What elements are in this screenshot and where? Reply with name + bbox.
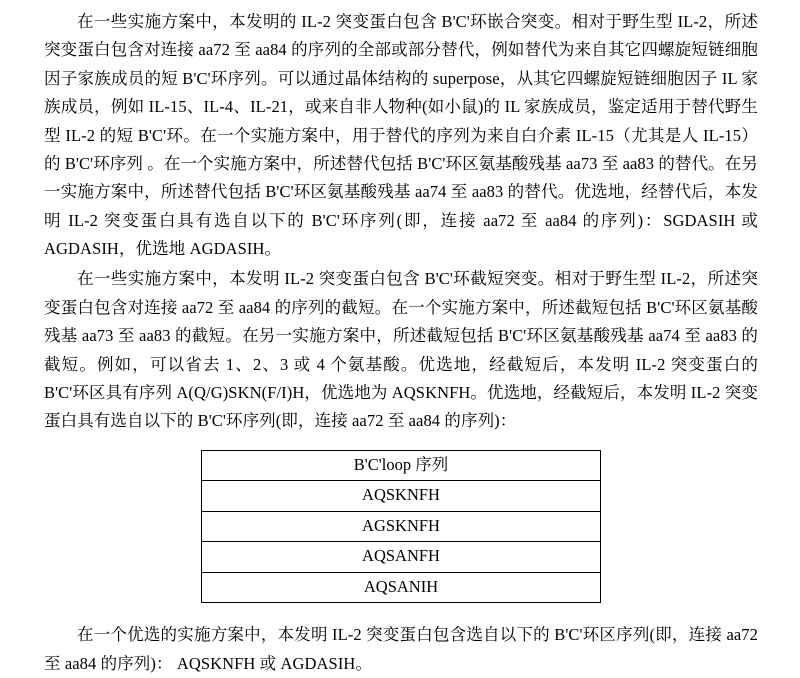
table-header-row [202,450,601,481]
table-row [202,481,601,512]
table-cell-sequence: AQSANIH [202,572,601,603]
bcloop-table-wrapper [44,450,758,604]
paragraph-2: 在一些实施方案中，本发明 IL-2 突变蛋白包含 B'C'环截短突变。相对于野生型 IL-2，所述突变蛋白包含对连接 aa72 至 aa84 的序列的截短。在一个实施方案中，所述截短包括 B'C'环区氨基酸残基 aa73 至 aa83 的截短。在另一实施方案中，所述截短包括 B'C'环区氨基酸残基 aa74 至 aa83 的截短。例如，可以省去 1、2、3 或 4 个氨基酸。优选地，经截短后，本发明 IL-2 突变蛋白的 B'C'环区具有序列 A(Q/G)SKN(F/I)H，优选地为 AQSKNFH。优选地，经截短后，本发明 IL-2 突变蛋白具有选自以下的 B'C'环序列(即，连接 aa72 至 aa84 的序列)： [44,269,758,431]
table-row [202,542,601,573]
bcloop-sequence-table [201,450,601,604]
paragraph-3: 在一个优选的实施方案中，本发明 IL-2 突变蛋白包含选自以下的 B'C'环区序列(即，连接 aa72 至 aa84 的序列)： AQSKNFH 或 AGDASIH。 [44,625,758,673]
table-cell-sequence: AGSKNFH [202,511,601,542]
table-cell-sequence: AQSANFH [202,542,601,573]
table-cell-sequence: AQSKNFH [202,481,601,512]
table-row [202,511,601,542]
table-header-cell: B'C'loop 序列 [202,450,601,481]
table-row [202,572,601,603]
paragraph-1: 在一些实施方案中，本发明的 IL-2 突变蛋白包含 B'C'环嵌合突变。相对于野生型 IL-2，所述突变蛋白包含对连接 aa72 至 aa84 的序列的全部或部分替代，例如替代为来自其它四螺旋短链细胞因子家族成员的短 B'C'环序列。可以通过晶体结构的 superpose，从其它四螺旋短链细胞因子 IL 家族成员，例如 IL-15、IL-4、IL-21，或来自非人物种(如小鼠)的 IL 家族成员，鉴定适用于替代野生型 IL-2 的短 B'C'环。在一个实施方案中，用于替代的序列为来自白介素 IL-15（尤其是人 IL-15）的 B'C'环序列 。在一个实施方案中，所述替代包括 B'C'环区氨基酸残基 aa73 至 aa83 的替代。在另一实施方案中，所述替代包括 B'C'环区氨基酸残基 aa74 至 aa83 的替代。优选地，经替代后，本发明 IL-2 突变蛋白具有选自以下的 B'C'环序列(即，连接 aa72 至 aa84 的序列)：SGDASIH 或 AGDASIH，优选地 AGDASIH。 [44,12,758,258]
